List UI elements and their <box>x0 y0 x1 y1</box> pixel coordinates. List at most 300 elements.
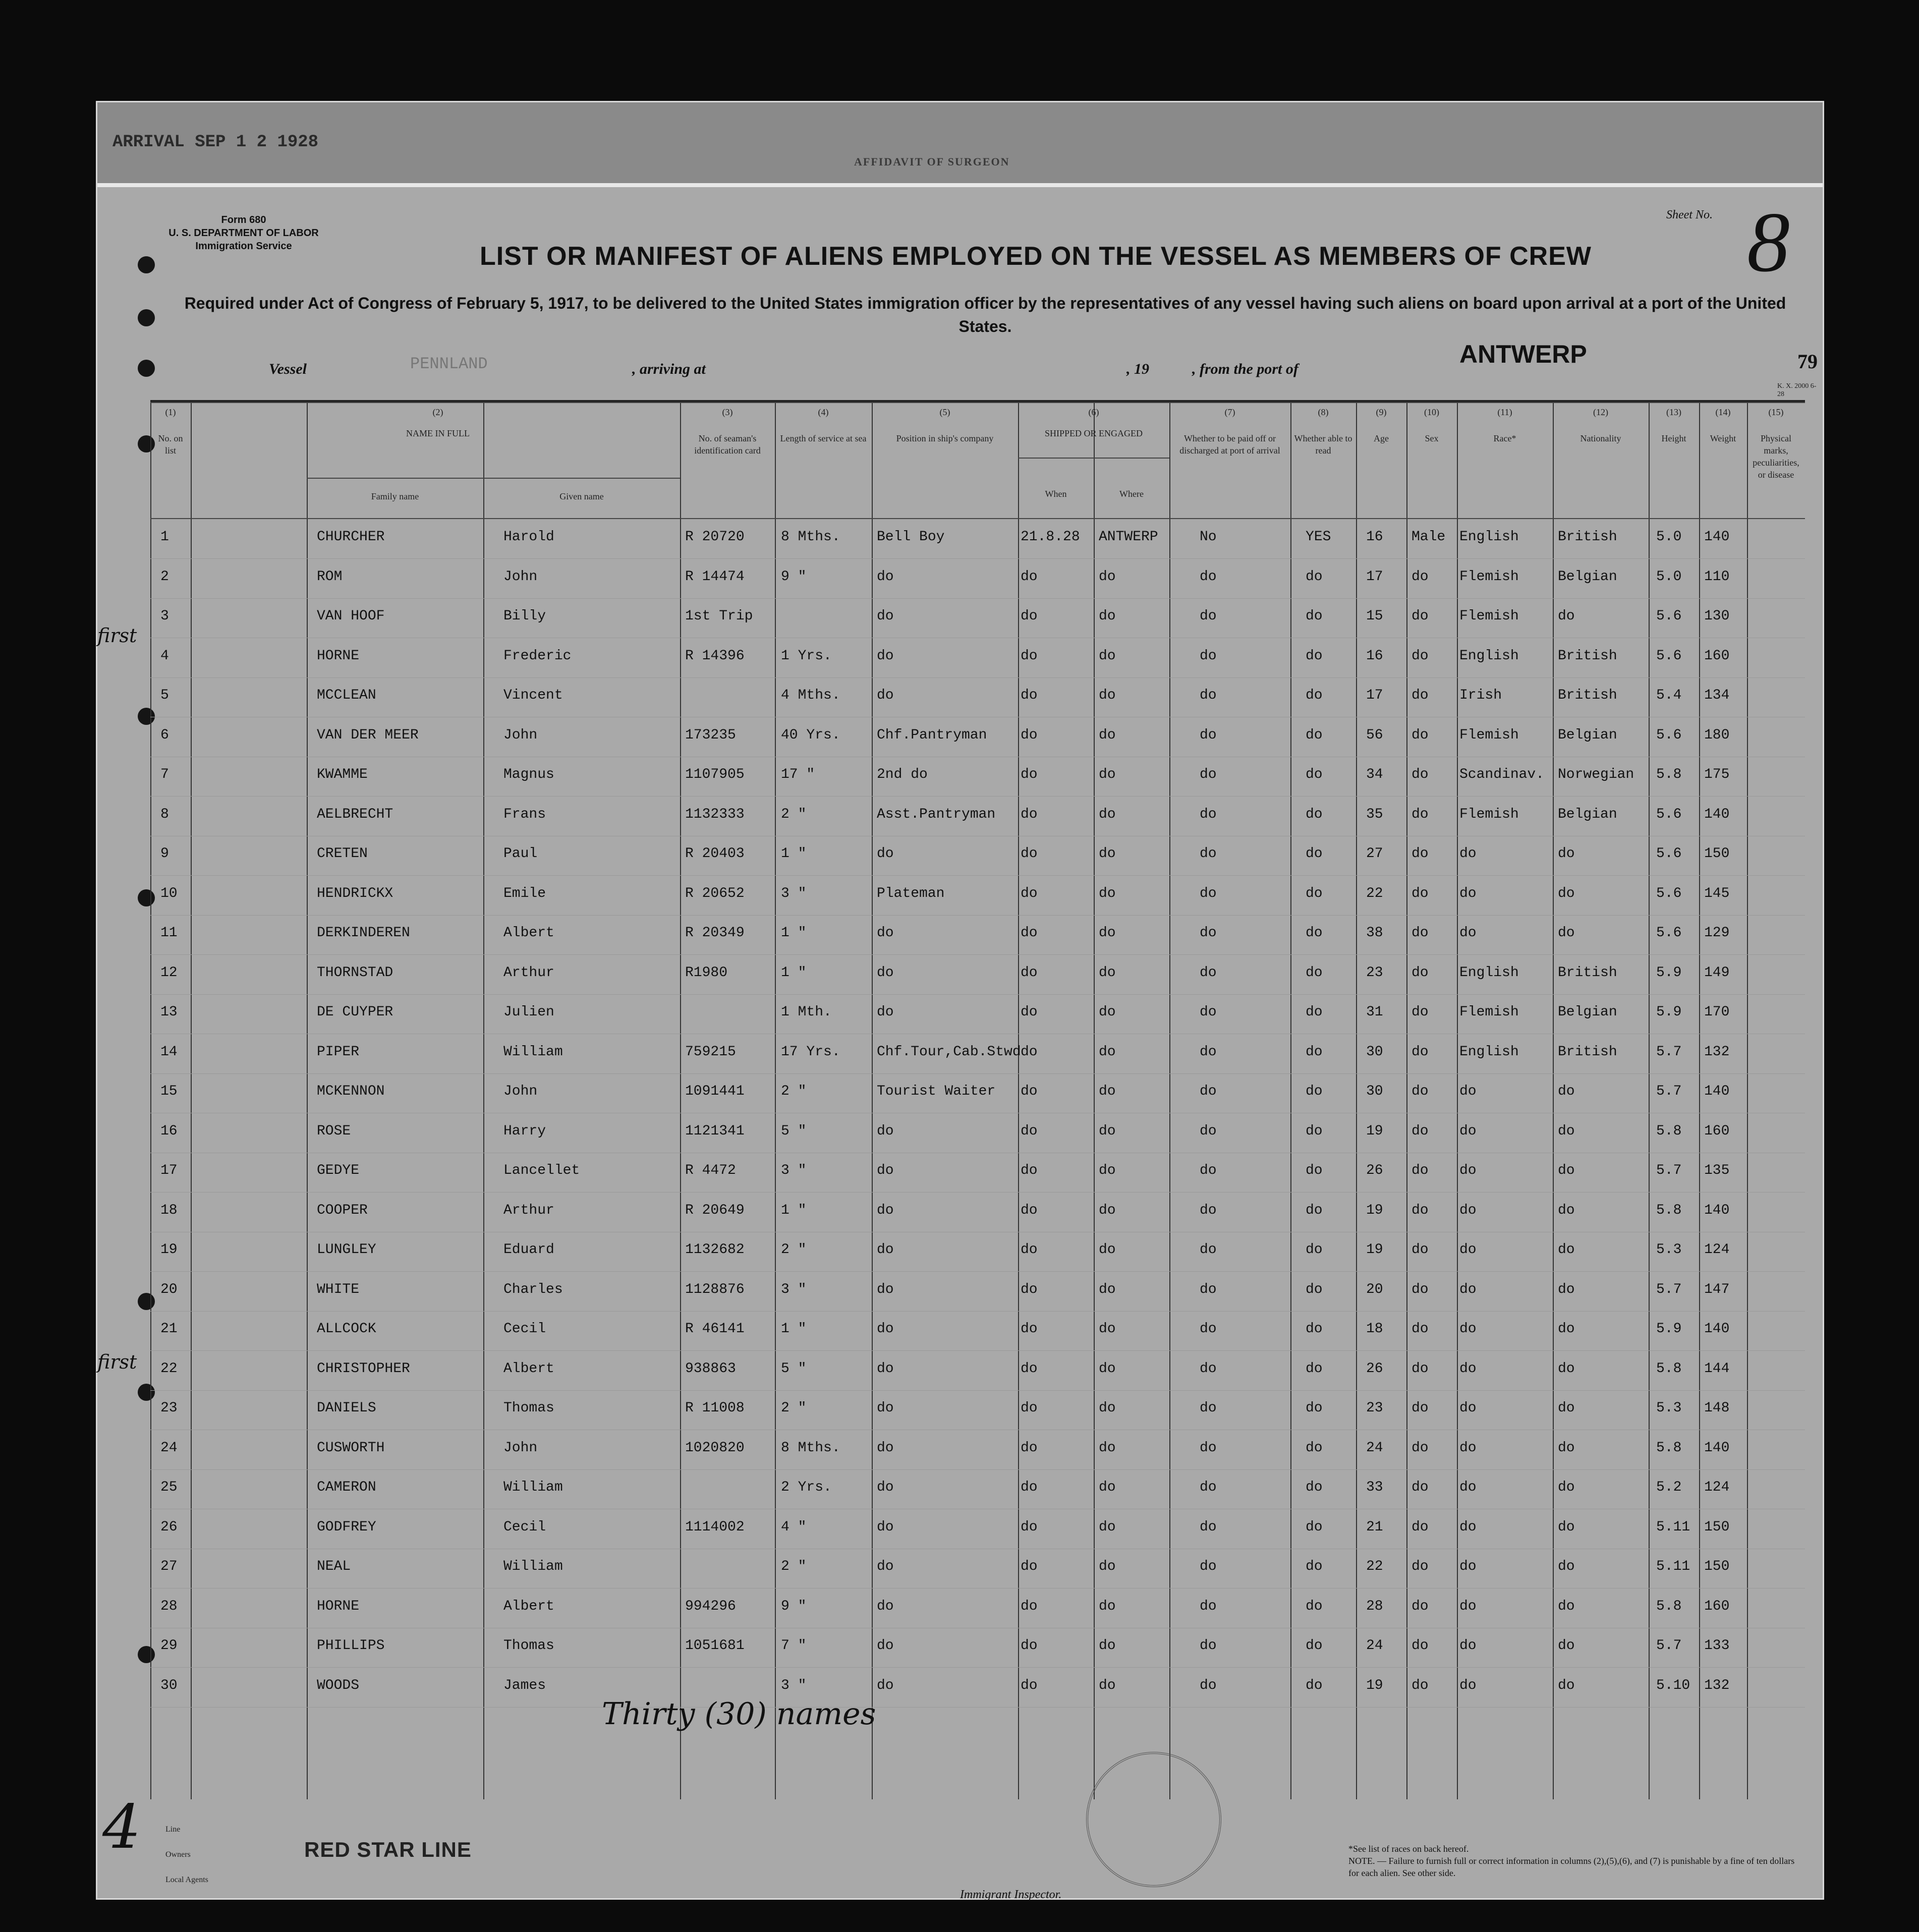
ruled-line <box>150 796 1805 797</box>
punch-hole <box>138 256 155 273</box>
row-number: 1 <box>160 529 169 545</box>
service-length: 2 " <box>781 1559 807 1574</box>
race: do <box>1459 925 1477 941</box>
shipped-where: do <box>1099 1638 1116 1654</box>
race: do <box>1459 1559 1477 1574</box>
shipped-where: do <box>1099 1044 1116 1060</box>
age: 56 <box>1366 727 1383 743</box>
nationality: British <box>1558 964 1617 981</box>
page-title: LIST OR MANIFEST OF ALIENS EMPLOYED ON THE VESSEL AS MEMBERS OF CREW <box>480 242 1592 271</box>
table-row <box>150 1473 1805 1514</box>
paid-off: do <box>1200 727 1217 743</box>
ruled-line <box>150 915 1805 916</box>
position: do <box>877 925 894 941</box>
service-length: 17 Yrs. <box>781 1044 840 1060</box>
family-name: ROSE <box>317 1123 351 1139</box>
nationality: British <box>1558 529 1617 545</box>
row-number: 23 <box>160 1400 178 1416</box>
weight: 132 <box>1704 1044 1730 1060</box>
race: do <box>1459 1480 1477 1495</box>
able-to-read: do <box>1306 1281 1323 1297</box>
table-row <box>150 602 1805 643</box>
header-rule <box>150 518 1805 519</box>
age: 22 <box>1366 885 1383 901</box>
nationality: Belgian <box>1558 727 1617 743</box>
ruled-line <box>150 677 1805 678</box>
nationality: do <box>1558 1400 1575 1416</box>
column-number: (6) <box>1088 407 1099 417</box>
inspector-label: Immigrant Inspector. <box>960 1888 1062 1901</box>
weight: 149 <box>1704 964 1730 981</box>
nationality: do <box>1558 1638 1575 1654</box>
shipped-when: do <box>1021 1559 1038 1574</box>
table-row <box>150 1157 1805 1197</box>
seaman-card-number: R 4472 <box>685 1163 736 1178</box>
family-name: GEDYE <box>317 1163 360 1178</box>
given-name: Billy <box>503 608 546 624</box>
sex: do <box>1412 964 1429 981</box>
age: 35 <box>1366 806 1383 822</box>
position: do <box>877 688 894 703</box>
shipped-where: do <box>1099 1281 1116 1297</box>
shipped-when: do <box>1021 608 1038 624</box>
sex: do <box>1412 1242 1429 1258</box>
height: 5.8 <box>1656 1202 1682 1218</box>
family-name: HORNE <box>317 1598 360 1614</box>
able-to-read: do <box>1306 1559 1323 1574</box>
weight: 160 <box>1704 1123 1730 1139</box>
weight: 140 <box>1704 806 1730 822</box>
height: 5.6 <box>1656 608 1682 624</box>
sex: do <box>1412 727 1429 743</box>
height: 5.11 <box>1656 1559 1690 1574</box>
age: 30 <box>1366 1084 1383 1099</box>
paid-off: do <box>1200 1360 1217 1377</box>
seaman-card-number: 173235 <box>685 727 736 743</box>
seaman-card-number: 1107905 <box>685 767 745 782</box>
given-name: John <box>503 569 538 585</box>
shipped-where: do <box>1099 688 1116 703</box>
height: 5.0 <box>1656 569 1682 585</box>
column-header: Race* <box>1493 433 1516 443</box>
shipped-when: do <box>1021 1123 1038 1139</box>
sex: do <box>1412 806 1429 822</box>
height: 5.7 <box>1656 1281 1682 1297</box>
footer-owners-label: Owners <box>165 1850 191 1859</box>
column-header: Whether to be paid off or discharged at port of arrival <box>1179 433 1280 456</box>
service-length: 1 Yrs. <box>781 648 832 664</box>
height: 5.8 <box>1656 1440 1682 1456</box>
shipped-when: do <box>1021 925 1038 941</box>
given-name: Cecil <box>503 1321 546 1337</box>
table-row <box>150 801 1805 841</box>
shipped-where: do <box>1099 1084 1116 1099</box>
seaman-card-number: R 20649 <box>685 1202 745 1218</box>
vessel-name: PENNLAND <box>410 355 488 373</box>
given-name: Arthur <box>503 964 554 981</box>
nationality: do <box>1558 1202 1575 1218</box>
paid-off: do <box>1200 608 1217 624</box>
paid-off: do <box>1200 1084 1217 1099</box>
weight: 132 <box>1704 1677 1730 1693</box>
service-length: 5 " <box>781 1360 807 1377</box>
position: Chf.Tour,Cab.Stwd <box>877 1044 1021 1060</box>
age: 19 <box>1366 1123 1383 1139</box>
ruled-line <box>150 598 1805 599</box>
paid-off: do <box>1200 846 1217 862</box>
age: 19 <box>1366 1202 1383 1218</box>
nationality: do <box>1558 885 1575 901</box>
shipped-when: do <box>1021 1519 1038 1535</box>
given-name: Frans <box>503 806 546 822</box>
sex: do <box>1412 1123 1429 1139</box>
nationality: Belgian <box>1558 1004 1617 1020</box>
column-number: (3) <box>722 407 733 417</box>
position: do <box>877 1360 894 1377</box>
shipped-when: do <box>1021 1084 1038 1099</box>
shipped-where: do <box>1099 569 1116 585</box>
year-label: , 19 <box>1126 361 1149 377</box>
family-name: NEAL <box>317 1559 351 1574</box>
shipped-when: do <box>1021 1598 1038 1614</box>
race: Flemish <box>1459 1004 1519 1020</box>
family-name: GODFREY <box>317 1519 376 1535</box>
race: do <box>1459 885 1477 901</box>
service-length: 5 " <box>781 1123 807 1139</box>
row-number: 26 <box>160 1519 178 1535</box>
race: English <box>1459 648 1519 664</box>
race: Flemish <box>1459 727 1519 743</box>
seaman-card-number: 1114002 <box>685 1519 745 1535</box>
service-length: 1 " <box>781 1321 807 1337</box>
table-row <box>150 959 1805 999</box>
position: do <box>877 1123 894 1139</box>
seaman-card-number: R 20349 <box>685 925 745 941</box>
row-number: 30 <box>160 1677 178 1693</box>
footer-line-label: Line <box>165 1825 181 1834</box>
nationality: do <box>1558 1281 1575 1297</box>
table-row <box>150 721 1805 762</box>
column-header: Weight <box>1710 433 1736 443</box>
shipped-when: do <box>1021 1202 1038 1218</box>
column-number: (2) <box>432 407 443 417</box>
column-header: Physical marks, peculiarities, or disease <box>1753 433 1799 480</box>
position: do <box>877 648 894 664</box>
able-to-read: do <box>1306 1400 1323 1416</box>
able-to-read: do <box>1306 1242 1323 1258</box>
service-length: 8 Mths. <box>781 529 840 545</box>
service-length: 3 " <box>781 1163 807 1178</box>
sheet-number: 8 <box>1747 195 1790 290</box>
table-row <box>150 563 1805 603</box>
race: do <box>1459 1519 1477 1535</box>
age: 30 <box>1366 1044 1383 1060</box>
ruled-line <box>150 1350 1805 1351</box>
shipped-when: do <box>1021 767 1038 782</box>
race: do <box>1459 1281 1477 1297</box>
column-header: Height <box>1661 433 1686 443</box>
ruled-line <box>150 558 1805 559</box>
paid-off: do <box>1200 1163 1217 1178</box>
shipped-when: do <box>1021 806 1038 822</box>
table-row <box>150 1197 1805 1237</box>
family-name: HENDRICKX <box>317 885 393 901</box>
paid-off: No <box>1200 529 1217 545</box>
age: 19 <box>1366 1242 1383 1258</box>
table-row <box>150 1117 1805 1158</box>
shipped-when: do <box>1021 688 1038 703</box>
position: do <box>877 1242 894 1258</box>
shipped-where: do <box>1099 1004 1116 1020</box>
service: Immigration Service <box>195 241 292 252</box>
able-to-read: do <box>1306 1004 1323 1020</box>
service-length: 17 " <box>781 767 815 782</box>
family-name: CHRISTOPHER <box>317 1360 410 1377</box>
paid-off: do <box>1200 1440 1217 1456</box>
sex: do <box>1412 1440 1429 1456</box>
manifest-sheet <box>96 101 1824 1900</box>
seaman-card-number: 759215 <box>685 1044 736 1060</box>
height: 5.8 <box>1656 767 1682 782</box>
column-header: Age <box>1374 433 1389 443</box>
weight: 110 <box>1704 569 1730 585</box>
age: 31 <box>1366 1004 1383 1020</box>
position: do <box>877 1281 894 1297</box>
nationality: do <box>1558 1163 1575 1178</box>
margin-number: 4 <box>102 1792 141 1862</box>
weight: 147 <box>1704 1281 1730 1297</box>
race: do <box>1459 1202 1477 1218</box>
position: do <box>877 1004 894 1020</box>
margin-note-first: first <box>97 624 137 647</box>
table-row <box>150 998 1805 1039</box>
given-name: Frederic <box>503 648 572 664</box>
seaman-card-number: R 14474 <box>685 569 745 585</box>
weight: 160 <box>1704 1598 1730 1614</box>
height: 5.9 <box>1656 1004 1682 1020</box>
column-header: Length of service at sea <box>780 433 867 443</box>
weight: 140 <box>1704 1084 1730 1099</box>
table-row <box>150 1593 1805 1633</box>
paid-off: do <box>1200 648 1217 664</box>
seaman-card-number: 1132333 <box>685 806 745 822</box>
weight: 129 <box>1704 925 1730 941</box>
margin-note-first: first <box>97 1351 137 1373</box>
shipped-when: do <box>1021 964 1038 981</box>
family-name: CUSWORTH <box>317 1440 385 1456</box>
seaman-card-number: R1980 <box>685 964 728 981</box>
column-header: Nationality <box>1580 433 1621 443</box>
service-length: 2 " <box>781 806 807 822</box>
sex: do <box>1412 1559 1429 1574</box>
sex: do <box>1412 1084 1429 1099</box>
vessel-line <box>97 340 1823 385</box>
department: U. S. DEPARTMENT OF LABOR <box>168 228 319 239</box>
column-number: (5) <box>939 407 950 417</box>
family-name: MCKENNON <box>317 1084 385 1099</box>
age: 19 <box>1366 1677 1383 1693</box>
table-row <box>150 1553 1805 1593</box>
position: Bell Boy <box>877 529 945 545</box>
punch-hole <box>138 309 155 326</box>
ruled-line <box>150 1469 1805 1470</box>
seaman-card-number: 1132682 <box>685 1242 745 1258</box>
paid-off: do <box>1200 1638 1217 1654</box>
weight: 150 <box>1704 1559 1730 1574</box>
race: do <box>1459 1123 1477 1139</box>
form-number: Form 680 <box>221 214 266 225</box>
able-to-read: do <box>1306 925 1323 941</box>
able-to-read: do <box>1306 1360 1323 1377</box>
family-name: MCCLEAN <box>317 688 376 703</box>
column-header: No. of seaman's identification card <box>694 433 761 456</box>
seaman-card-number: 994296 <box>685 1598 736 1614</box>
service-length: 40 Yrs. <box>781 727 840 743</box>
shipped-where: do <box>1099 964 1116 981</box>
nationality: do <box>1558 846 1575 862</box>
family-name: AELBRECHT <box>317 806 393 822</box>
column-header: SHIPPED OR ENGAGED <box>1044 428 1143 438</box>
row-number: 28 <box>160 1598 178 1614</box>
paid-off: do <box>1200 1242 1217 1258</box>
departure-port: ANTWERP <box>1459 340 1587 368</box>
nationality: do <box>1558 1242 1575 1258</box>
weight: 148 <box>1704 1400 1730 1416</box>
paid-off: do <box>1200 1004 1217 1020</box>
shipped-when: do <box>1021 1400 1038 1416</box>
nationality: do <box>1558 1360 1575 1377</box>
given-name: Vincent <box>503 688 563 703</box>
position: do <box>877 1480 894 1495</box>
row-number: 5 <box>160 688 169 703</box>
position: 2nd do <box>877 767 928 782</box>
weight: 134 <box>1704 688 1730 703</box>
shipped-where: do <box>1099 1202 1116 1218</box>
row-number: 17 <box>160 1163 178 1178</box>
seaman-card-number: 938863 <box>685 1360 736 1377</box>
sex: do <box>1412 1321 1429 1337</box>
able-to-read: do <box>1306 688 1323 703</box>
row-number: 4 <box>160 648 169 664</box>
nationality: Belgian <box>1558 569 1617 585</box>
row-number: 27 <box>160 1559 178 1574</box>
position: do <box>877 1638 894 1654</box>
weight: 150 <box>1704 846 1730 862</box>
nationality: do <box>1558 1123 1575 1139</box>
weight: 124 <box>1704 1480 1730 1495</box>
table-row <box>150 1315 1805 1355</box>
seaman-card-number: 1020820 <box>685 1440 745 1456</box>
paid-off: do <box>1200 569 1217 585</box>
seaman-card-number: R 20652 <box>685 885 745 901</box>
table-row <box>150 1632 1805 1672</box>
seaman-card-number: R 11008 <box>685 1400 745 1416</box>
column-header: Whether able to read <box>1294 433 1352 456</box>
arrival-stamp: ARRIVAL SEP 1 2 1928 <box>112 133 319 152</box>
row-number: 10 <box>160 885 178 901</box>
column-header: No. on list <box>158 433 183 456</box>
age: 17 <box>1366 569 1383 585</box>
position: do <box>877 1202 894 1218</box>
column-number: (8) <box>1318 407 1329 417</box>
nationality: do <box>1558 1084 1575 1099</box>
able-to-read: do <box>1306 1677 1323 1693</box>
given-name: William <box>503 1559 563 1574</box>
column-number: (1) <box>165 407 176 417</box>
subheader-when: When <box>1045 489 1067 499</box>
service-length: 8 Mths. <box>781 1440 840 1456</box>
age: 26 <box>1366 1163 1383 1178</box>
position: Asst.Pantryman <box>877 806 996 822</box>
shipped-where: do <box>1099 648 1116 664</box>
nationality: do <box>1558 925 1575 941</box>
row-number: 2 <box>160 569 169 585</box>
column-header: Position in ship's company <box>896 433 994 443</box>
sex: do <box>1412 1519 1429 1535</box>
position: do <box>877 1598 894 1614</box>
sex: do <box>1412 1598 1429 1614</box>
height: 5.6 <box>1656 885 1682 901</box>
handwritten-total: Thirty (30) names <box>602 1696 876 1732</box>
able-to-read: do <box>1306 727 1323 743</box>
column-number: (11) <box>1497 407 1512 417</box>
sex: do <box>1412 1638 1429 1654</box>
row-number: 21 <box>160 1321 178 1337</box>
position: do <box>877 569 894 585</box>
given-name: Charles <box>503 1281 563 1297</box>
row-number: 6 <box>160 727 169 743</box>
family-name: WHITE <box>317 1281 360 1297</box>
height: 5.8 <box>1656 1123 1682 1139</box>
position: do <box>877 608 894 624</box>
race: do <box>1459 1084 1477 1099</box>
nationality: do <box>1558 1480 1575 1495</box>
service-length: 1 " <box>781 925 807 941</box>
age: 26 <box>1366 1360 1383 1377</box>
service-length: 4 " <box>781 1519 807 1535</box>
table-row <box>150 840 1805 880</box>
weight: 140 <box>1704 529 1730 545</box>
position: Tourist Waiter <box>877 1084 996 1099</box>
nationality: British <box>1558 1044 1617 1060</box>
height: 5.9 <box>1656 1321 1682 1337</box>
weight: 160 <box>1704 648 1730 664</box>
height: 5.0 <box>1656 529 1682 545</box>
row-number: 8 <box>160 806 169 822</box>
table-row <box>150 761 1805 801</box>
column-number: (10) <box>1424 407 1439 417</box>
sheet-label: Sheet No. <box>1666 208 1713 221</box>
service-length: 4 Mths. <box>781 688 840 703</box>
column-number: (7) <box>1224 407 1235 417</box>
service-length: 3 " <box>781 1281 807 1297</box>
weight: 144 <box>1704 1360 1730 1377</box>
family-name: DE CUYPER <box>317 1004 393 1020</box>
paid-off: do <box>1200 1559 1217 1574</box>
nationality: do <box>1558 1598 1575 1614</box>
shipped-where: do <box>1099 727 1116 743</box>
page-number: 79 <box>1797 350 1818 373</box>
paid-off: do <box>1200 964 1217 981</box>
nationality: do <box>1558 1559 1575 1574</box>
shipped-where: do <box>1099 1519 1116 1535</box>
shipped-when: do <box>1021 727 1038 743</box>
height: 5.2 <box>1656 1480 1682 1495</box>
family-name: KWAMME <box>317 767 368 782</box>
ruled-line <box>150 1073 1805 1074</box>
row-number: 16 <box>160 1123 178 1139</box>
shipped-where: do <box>1099 1440 1116 1456</box>
